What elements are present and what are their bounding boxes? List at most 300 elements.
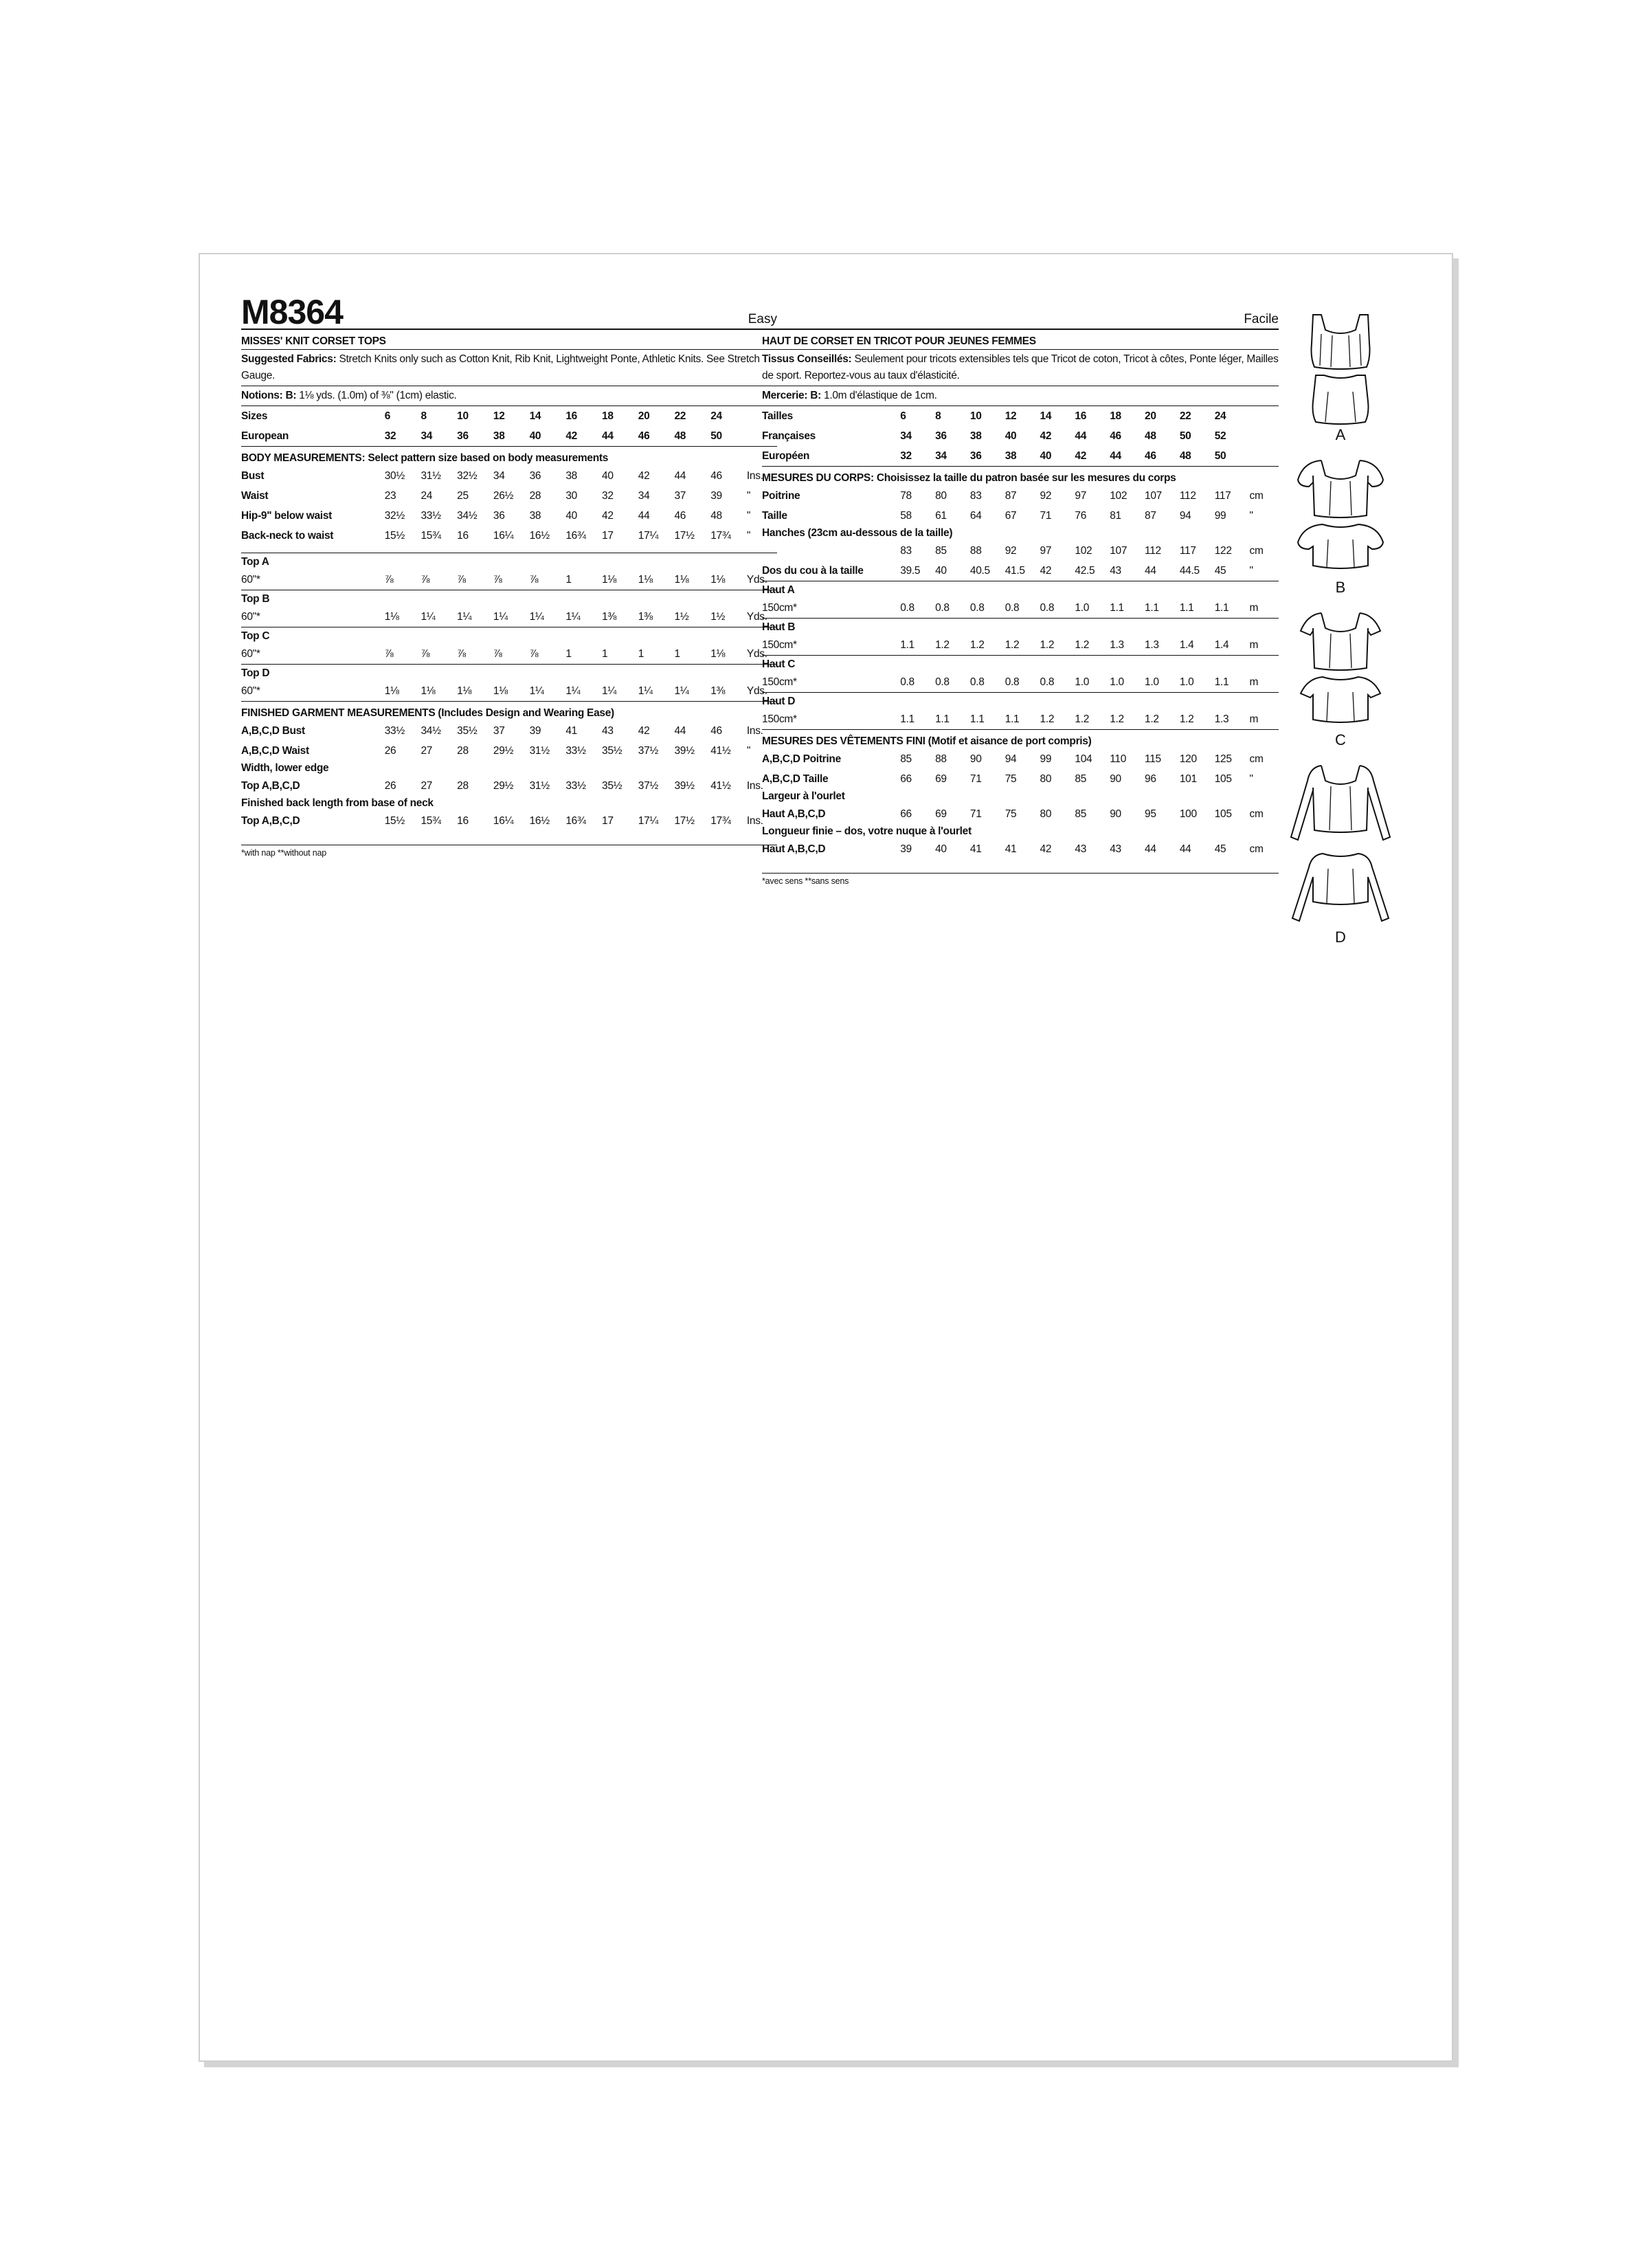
row-value: 32 [384,430,396,442]
row-unit: " [1249,565,1253,577]
row-unit: " [746,530,751,542]
yardage-value: 0.8 [1040,676,1055,688]
row-value: 105 [1214,773,1232,785]
yardage-value: 1.2 [1040,713,1055,725]
yardage-value: 1.2 [1075,639,1090,651]
yardage-view-label: Haut C [762,658,796,670]
table-row [241,506,777,526]
yardage-block [241,666,777,702]
row-value: 37 [674,490,686,502]
row-label: Back-neck to waist [241,530,334,542]
row-value: 17½ [674,815,695,827]
row-value: 10 [969,410,982,422]
row-value: 80 [1040,808,1052,820]
fabric-width: 150cm* [762,639,797,651]
row-value: 83 [900,545,912,557]
row-value: 94 [1179,510,1191,522]
row-value: 17¾ [710,815,731,827]
body-measurements-heading: BODY MEASUREMENTS: Select pattern size based on body measurements [241,452,609,464]
row-value: 100 [1179,808,1197,820]
row-value: 6 [900,410,906,422]
yardage-value: 1 [674,648,680,660]
largeur-heading: Largeur à l'ourlet [762,790,845,802]
row-value: 34 [638,490,650,502]
row-value: 18 [1110,410,1121,422]
row-unit: cm [1249,753,1264,765]
yardage-value: 1½ [710,611,726,623]
yardage-value: 0.8 [900,676,915,688]
row-value: 40 [1040,450,1052,462]
yardage-value: 1.2 [935,639,950,651]
row-value: 36 [935,430,947,442]
row-value: 44 [674,725,686,737]
row-value: 14 [1040,410,1052,422]
row-value: 125 [1214,753,1232,765]
row-label: Françaises [762,430,816,442]
row-value: 20 [1145,410,1156,422]
yardage-value: 1.0 [1145,676,1159,688]
yardage-value: 0.8 [969,602,985,614]
view-d [1286,760,1437,946]
yardage-value: 1⅛ [384,611,399,623]
yardage-table [762,709,1279,729]
yardage-value: 1⅛ [602,574,616,586]
row-value: 34½ [420,725,441,737]
width-heading: Width, lower edge [241,762,329,774]
row-value: 44 [1145,843,1156,855]
row-value: 42 [638,470,650,482]
yardage-table [762,598,1279,618]
row-value: 48 [1179,450,1191,462]
row-value: 46 [638,430,650,442]
row-value: 67 [1005,510,1017,522]
row-value: 38 [1005,450,1017,462]
yardage-value: 1.2 [1179,713,1194,725]
row-value: 27 [420,780,433,792]
fabric-width: 150cm* [762,602,797,614]
yardage-table [241,570,777,590]
row-label: Top A,B,C,D [241,815,300,827]
view-c-back-icon [1286,673,1395,731]
yardage-value: 1¼ [457,611,472,623]
row-label: Dos du cou à la taille [762,565,864,577]
row-label: Top A,B,C,D [241,780,300,792]
row-value: 99 [1214,510,1226,522]
row-value: 87 [1145,510,1156,522]
yardage-value: ⅞ [493,574,502,586]
row-value: 92 [1005,545,1017,557]
yardage-value: 1⅛ [384,685,399,697]
row-unit: Ins. [746,725,763,737]
yardage-value: 1.2 [1040,639,1055,651]
yardage-unit: m [1249,676,1259,688]
french-body-table [762,486,1279,526]
yardage-value: 0.8 [1005,676,1020,688]
yardage-value: 1¼ [674,685,689,697]
row-value: 44 [1145,565,1156,577]
yardage-value: 1⅛ [674,574,689,586]
yardage-value: 1¼ [638,685,653,697]
row-unit [1250,426,1279,446]
row-value: 40 [935,565,947,577]
notions-text: 1⅛ yds. (1.0m) of ⅜" (1cm) elastic. [299,390,457,401]
yardage-table [762,635,1279,655]
row-value: 42 [1040,565,1052,577]
mesures-du-corps-heading: MESURES DU CORPS: Choisissez la taille du patron basée sur les mesures du corps [762,472,1176,484]
yardage-block [241,629,777,665]
table-row [241,607,777,627]
row-value: 17¾ [710,530,731,542]
row-value: 36 [493,510,505,522]
yardage-value: 1¼ [565,685,581,697]
french-hip-table [762,541,1279,561]
row-value: 35½ [602,745,622,757]
row-value: 16½ [529,530,550,542]
yardage-value: ⅞ [529,648,539,660]
row-value: 37 [493,725,505,737]
french-body-block [762,471,1279,581]
row-value: 25 [457,490,469,502]
row-value: 42 [1040,430,1052,442]
yardage-value: ⅞ [493,648,502,660]
row-value: 34 [935,450,947,462]
yardage-value: 1 [638,648,644,660]
yardage-value: 1.1 [1110,602,1124,614]
mesures-vetements-heading: MESURES DES VÊTEMENTS FINI (Motif et aisance de port compris) [762,735,1092,747]
row-value: 29½ [493,780,514,792]
row-value: 96 [1145,773,1156,785]
row-value: 26½ [493,490,514,502]
table-row [241,811,777,831]
french-width-table [762,804,1279,824]
row-value: 39 [710,490,722,502]
row-value: 15¾ [420,530,441,542]
view-a-letter: A [1335,426,1346,443]
row-value: 17 [602,815,614,827]
yardage-value: 1.0 [1179,676,1194,688]
row-value: 12 [493,410,505,422]
row-unit: Ins. [746,470,763,482]
yardage-value: 1.0 [1110,676,1124,688]
yardage-view-label: Top C [241,630,270,642]
row-unit: cm [1249,843,1264,855]
yardage-value: 1.1 [969,713,985,725]
row-value: 71 [969,773,982,785]
row-value: 16 [457,530,469,542]
fabrics-label: Suggested Fabrics: [241,353,337,365]
row-value: 45 [1214,565,1226,577]
row-value: 90 [1110,808,1121,820]
yardage-value: ⅞ [384,648,394,660]
row-value: 97 [1075,490,1087,502]
french-sizes-block [762,406,1279,467]
row-value: 43 [1110,565,1121,577]
view-a-front-icon [1286,309,1395,371]
fabric-width: 150cm* [762,713,797,725]
row-value: 45 [1214,843,1226,855]
english-column [241,293,777,858]
row-value: 41½ [710,745,731,757]
yardage-table [241,607,777,627]
row-value: 31½ [420,470,441,482]
row-value: 81 [1110,510,1121,522]
row-value: 41.5 [1005,565,1025,577]
yardage-value: 1.2 [969,639,985,651]
row-unit: cm [1249,808,1264,820]
row-value: 58 [900,510,912,522]
row-value: 15½ [384,530,405,542]
row-value: 12 [1005,410,1017,422]
row-value: 31½ [529,780,550,792]
table-row [241,776,777,796]
pattern-envelope-back [199,253,1453,2062]
yardage-value: ⅞ [384,574,394,586]
row-label: Taille [762,510,787,522]
row-label: Sizes [241,410,268,422]
mercerie [762,386,1279,406]
view-d-back-icon [1286,849,1395,929]
yardage-value: 1.1 [1214,602,1229,614]
english-sizes-block [241,406,777,447]
row-value: 40.5 [969,565,990,577]
row-value: 34½ [457,510,478,522]
row-value: 44 [602,430,614,442]
row-value: 41 [969,843,982,855]
row-value: 33½ [420,510,441,522]
table-row [762,541,1279,561]
row-value: 80 [935,490,947,502]
french-finished-table [762,749,1279,789]
row-value: 14 [529,410,541,422]
yardage-value: 1⅜ [638,611,653,623]
view-c-front-icon [1286,608,1395,673]
yardage-value: 1.1 [1005,713,1020,725]
table-row [762,769,1279,789]
row-unit: " [746,510,751,522]
yardage-block [762,657,1279,693]
row-value: 107 [1145,490,1162,502]
row-value: 16¼ [493,530,514,542]
view-b-front-icon [1286,455,1395,520]
yardage-value: 1⅛ [638,574,653,586]
row-value: 110 [1110,753,1127,765]
row-value: 35½ [602,780,622,792]
row-value: 43 [602,725,614,737]
row-value: 37½ [638,780,659,792]
row-value: 22 [674,410,686,422]
row-value: 102 [1110,490,1128,502]
row-value: 30½ [384,470,405,482]
row-value: 66 [900,808,912,820]
english-body-block [241,451,777,553]
row-value: 64 [969,510,982,522]
row-value: 40 [935,843,947,855]
row-value: 46 [1145,450,1156,462]
yardage-unit: Yds. [746,648,767,660]
difficulte-label: Facile [1244,312,1279,326]
row-value: 44 [1110,450,1121,462]
yardage-value: 1.0 [1075,676,1090,688]
english-finished-block [241,706,777,845]
row-value: 15¾ [420,815,441,827]
yardage-value: 0.8 [935,602,950,614]
row-label: Poitrine [762,490,800,502]
row-value: 42 [638,725,650,737]
fabric-width: 60"* [241,648,260,660]
table-row [241,466,777,486]
row-value: 16 [457,815,469,827]
row-value: 48 [710,510,722,522]
table-row [241,486,777,506]
row-value: 83 [969,490,982,502]
length-heading: Finished back length from base of neck [241,797,434,809]
yardage-value: 1.2 [1075,713,1090,725]
yardage-view-label: Haut D [762,696,796,707]
row-value: 35½ [457,725,478,737]
row-value: 92 [1040,490,1052,502]
yardage-value: 1.4 [1179,639,1194,651]
row-value: 46 [710,725,722,737]
row-value: 24 [710,410,722,422]
row-value: 8 [420,410,427,422]
yardage-value: 1.1 [1214,676,1229,688]
row-value: 16¾ [565,815,586,827]
yardage-value: 1.1 [935,713,950,725]
row-value: 6 [384,410,391,422]
notions [241,386,777,406]
row-value: 42 [602,510,614,522]
tissus-label: Tissus Conseillés: [762,353,852,365]
table-row [241,681,777,701]
yardage-view-label: Top D [241,667,270,679]
row-value: 105 [1214,808,1232,820]
yardage-view-label: Haut B [762,621,796,633]
row-value: 24 [1214,410,1226,422]
row-value: 52 [1214,430,1226,442]
row-unit: cm [1249,545,1264,557]
fabric-width: 60"* [241,574,260,586]
row-value: 28 [457,780,469,792]
yardage-value: 1¼ [602,685,616,697]
row-value: 85 [1075,773,1087,785]
yardage-value: 1⅜ [602,611,616,623]
row-value: 90 [969,753,982,765]
table-row [241,741,777,761]
row-value: 40 [1005,430,1017,442]
row-value: 20 [638,410,650,422]
yardage-table [241,681,777,701]
table-row [241,644,777,664]
row-value: 26 [384,780,396,792]
row-value: 95 [1145,808,1156,820]
yardage-value: 1⅛ [420,685,436,697]
row-value: 38 [565,470,577,482]
row-value: 17½ [674,530,695,542]
row-value: 34 [493,470,505,482]
french-title: HAUT DE CORSET EN TRICOT POUR JEUNES FEMMES [762,334,1279,350]
row-value: 43 [1110,843,1121,855]
row-value: 39½ [674,780,695,792]
table-row [762,672,1279,692]
row-value: 17 [602,530,614,542]
yardage-value: 1⅛ [457,685,472,697]
row-label: Tailles [762,410,793,422]
yardage-value: 1⅜ [710,685,726,697]
row-value: 33½ [565,780,586,792]
row-value: 44 [674,470,686,482]
row-value: 16 [565,410,577,422]
row-value: 88 [935,753,947,765]
yardage-value: ⅞ [529,574,539,586]
row-value: 88 [969,545,982,557]
row-value: 48 [1145,430,1156,442]
view-a [1286,309,1437,444]
row-value: 17¼ [638,530,659,542]
table-row [241,526,777,546]
row-label: A,B,C,D Bust [241,725,305,737]
row-value: 32 [900,450,912,462]
english-title: MISSES' KNIT CORSET TOPS [241,334,777,350]
row-value: 117 [1214,490,1231,502]
row-value: 50 [710,430,722,442]
yardage-value: 0.8 [1005,602,1020,614]
row-value: 87 [1005,490,1017,502]
yardage-value: ⅞ [457,648,466,660]
row-value: 117 [1179,545,1196,557]
row-value: 39 [900,843,912,855]
yardage-value: 1.2 [1145,713,1159,725]
pattern-number: M8364 [241,293,343,331]
yardage-value: 1 [565,648,572,660]
row-value: 42 [1040,843,1052,855]
row-unit: " [746,745,751,757]
row-value: 101 [1179,773,1197,785]
row-value: 66 [900,773,912,785]
row-value: 32 [602,490,614,502]
row-value: 17¼ [638,815,659,827]
row-value: 61 [935,510,947,522]
english-finished-table [241,721,777,761]
row-unit [1250,446,1279,466]
row-value: 46 [1110,430,1121,442]
row-value: 16½ [529,815,550,827]
english-size-table [241,406,777,446]
row-unit: " [1249,773,1253,785]
table-row [762,426,1279,446]
row-label: Européen [762,450,810,462]
table-row [762,506,1279,526]
yardage-value: 1¼ [565,611,581,623]
table-row [241,570,777,590]
row-value: 90 [1110,773,1121,785]
fabric-width: 60"* [241,611,260,623]
yardage-value: 1.1 [1179,602,1194,614]
english-width-table [241,776,777,796]
row-label: A,B,C,D Waist [241,745,309,757]
table-row [762,804,1279,824]
row-label [762,541,900,561]
row-value: 39 [529,725,541,737]
view-illustrations [1286,309,1437,946]
fabric-width: 150cm* [762,676,797,688]
table-row [762,749,1279,769]
row-value: 97 [1040,545,1052,557]
row-unit: Ins. [746,780,763,792]
row-value: 37½ [638,745,659,757]
yardage-table [762,672,1279,692]
row-value: 43 [1075,843,1087,855]
finished-heading: FINISHED GARMENT MEASUREMENTS (Includes Design and Wearing Ease) [241,707,614,719]
